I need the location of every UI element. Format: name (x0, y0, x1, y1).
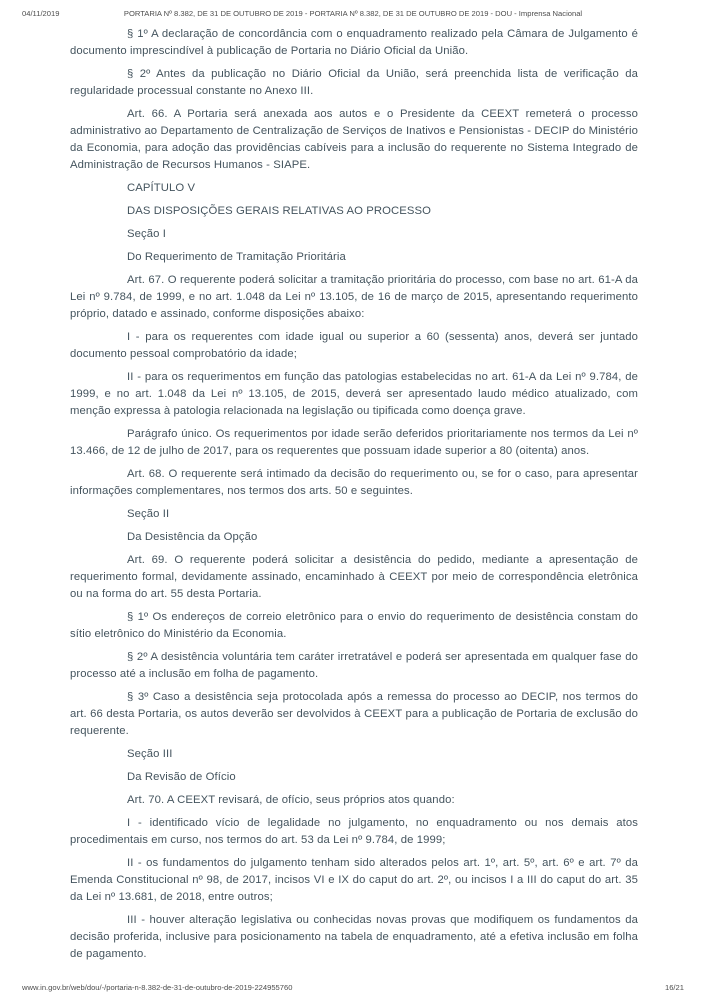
document-paragraph: Art. 69. O requerente poderá solicitar a desistência do pedido, mediante a apresentação de requerimento formal, devidamente assinado, encaminhado à CEEXT por meio de correspondência eletrônica ou na forma do art. 55 desta Portaria. (70, 554, 638, 600)
document-paragraph: § 2º A desistência voluntária tem caráter irretratável e poderá ser apresentada em qualquer fase do processo até a inclusão em folha de pagamento. (70, 651, 638, 680)
page-number: 16/21 (664, 983, 684, 992)
document-paragraph: Art. 68. O requerente será intimado da decisão do requerimento ou, se for o caso, para apresentar informações complementares, nos termos dos arts. 50 e seguintes. (70, 468, 638, 497)
section-heading: CAPÍTULO V (127, 182, 196, 194)
section-heading: Seção I (127, 228, 167, 240)
document-paragraph: § 2º Antes da publicação no Diário Oficial da União, será preenchida lista de verificação da regularidade processual constante no Anexo III. (70, 68, 638, 97)
print-header (0, 9, 706, 21)
section-heading: DAS DISPOSIÇÕES GERAIS RELATIVAS AO PROCESSO (127, 205, 432, 217)
document-paragraph: I - para os requerentes com idade igual ou superior a 60 (sessenta) anos, deverá ser juntado documento pessoal comprobatório da idade; (70, 331, 638, 360)
document-paragraph: Art. 70. A CEEXT revisará, de ofício, seus próprios atos quando: (127, 794, 455, 806)
document-paragraph: § 1º A declaração de concordância com o enquadramento realizado pela Câmara de Julgamento é documento imprescindível à publicação de Portaria no Diário Oficial da União. (70, 28, 638, 57)
section-heading: Seção III (127, 748, 173, 760)
section-heading: Do Requerimento de Tramitação Prioritária (127, 251, 346, 263)
document-paragraph: I - identificado vício de legalidade no julgamento, no enquadramento ou nos demais atos procedimentais em curso, nos termos do art. 53 da Lei nº 9.784, de 1999; (70, 817, 638, 846)
section-heading: Da Desistência da Opção (127, 531, 258, 543)
print-title: PORTARIA Nº 8.382, DE 31 DE OUTUBRO DE 2019 - PORTARIA Nº 8.382, DE 31 DE OUTUBRO DE 2019 - DOU - Imprensa Nacional (123, 9, 583, 18)
document-paragraph: II - para os requerimentos em função das patologias estabelecidas no art. 61-A da Lei nº 9.784, de 1999, e no art. 1.048 da Lei nº 13.105, de 2015, deverá ser apresentado laudo médico atualizado, com menção expressa à patologia relacionada na legislação ou tipificada como doença grave. (70, 371, 638, 417)
document-paragraph: II - os fundamentos do julgamento tenham sido alterados pelos art. 1º, art. 5º, art. 6º e art. 7º da Emenda Constitucional nº 98, de 2017, incisos VI e IX do caput do art. 2º, ou incisos I a III do caput do art. 35 da Lei nº 13.681, de 2018, entre outros; (70, 857, 638, 903)
section-heading: Da Revisão de Ofício (127, 771, 236, 783)
document-paragraph: III - houver alteração legislativa ou conhecidas novas provas que modifiquem os fundamentos da decisão proferida, inclusive para posicionamento na tabela de enquadramento, até a efetiva inclusão em folha de pagamento. (70, 914, 638, 960)
section-heading: Seção II (127, 508, 170, 520)
source-url: www.in.gov.br/web/dou/-/portaria-n-8.382-de-31-de-outubro-de-2019-224955760 (22, 983, 293, 992)
document-paragraph: § 1º Os endereços de correio eletrônico para o envio do requerimento de desistência constam do sítio eletrônico do Ministério da Economia. (70, 611, 638, 640)
document-paragraph: Art. 66. A Portaria será anexada aos autos e o Presidente da CEEXT remeterá o processo administrativo ao Departamento de Centralização de Serviços de Inativos e Pensionistas - DECIP do Ministério da Economia, para adoção das providências cabíveis para a inclusão do requerente no Sistema Integrado de Administração de Recursos Humanos - SIAPE. (70, 108, 638, 171)
document-paragraph: Art. 67. O requerente poderá solicitar a tramitação prioritária do processo, com base no art. 61-A da Lei nº 9.784, de 1999, e no art. 1.048 da Lei nº 13.105, de 16 de março de 2015, apresentando requerimento próprio, datado e assinado, conforme disposições abaixo: (70, 274, 638, 320)
document-paragraph: § 3º Caso a desistência seja protocolada após a remessa do processo ao DECIP, nos termos do art. 66 desta Portaria, os autos deverão ser devolvidos à CEEXT para a publicação de Portaria de exclusão do requerente. (70, 691, 638, 737)
print-date: 04/11/2019 (22, 9, 60, 18)
document-paragraph: Parágrafo único. Os requerimentos por idade serão deferidos prioritariamente nos termos da Lei nº 13.466, de 12 de julho de 2017, para os requerentes que possuam idade superior a 80 (oitenta) anos. (70, 428, 638, 457)
document-body (70, 26, 638, 963)
print-footer (22, 983, 684, 992)
